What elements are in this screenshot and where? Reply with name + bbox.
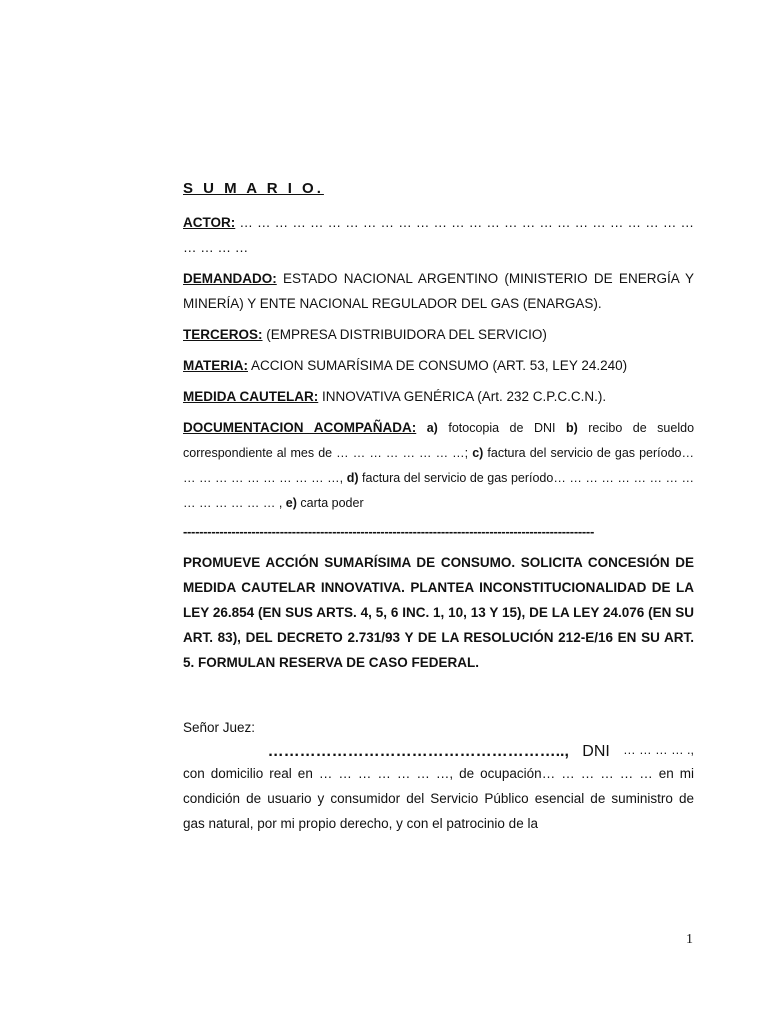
- medida-line: [183, 384, 694, 409]
- body-paragraph: con domicilio real en … … … … … … …, de ocupación… … … … … … en mi condición de usuario y consumidor del Servicio Público esencial de suministro de gas natural, por mi propio derecho, y con el patrocinio de la: [183, 766, 694, 831]
- demandado-line: [183, 266, 694, 316]
- terceros-label: TERCEROS:: [183, 327, 263, 342]
- doc-item-e-key: e): [285, 496, 297, 510]
- actor-line: [183, 210, 694, 260]
- separator-line: ------------------------------------------------------------------------------------------------------: [183, 524, 594, 539]
- document-page: [183, 178, 694, 836]
- doc-item-e-text: carta poder: [296, 496, 364, 510]
- doc-item-d-text: factura del servicio de gas período… … … … … … … … … … … … … … … ,: [183, 471, 695, 510]
- doc-item-a-text: fotocopia de DNI: [437, 421, 566, 435]
- doc-item-b-key: b): [565, 421, 578, 435]
- terceros-value: (EMPRESA DISTRIBUIDORA DEL SERVICIO): [262, 327, 547, 342]
- page-number: 1: [686, 932, 693, 947]
- greeting: Señor Juez:: [183, 720, 256, 735]
- doc-item-c-text: factura del servicio de gas período… … … … … … … … … … …,: [183, 446, 694, 485]
- medida-value: INNOVATIVA GENÉRICA (Art. 232 C.P.C.C.N.).: [318, 389, 607, 404]
- doc-item-d-key: d): [346, 471, 359, 485]
- actor-label: ACTOR:: [183, 215, 236, 230]
- dni-placeholder: … … … … .,: [623, 743, 694, 757]
- documentacion-label: DOCUMENTACION ACOMPAÑADA:: [183, 420, 417, 435]
- terceros-line: [183, 322, 694, 347]
- materia-line: [183, 353, 694, 378]
- actor-value: … … … … … … … … … … … … … … … … … … … … … … … … … … … … … …: [183, 215, 694, 255]
- materia-label: MATERIA:: [183, 358, 248, 373]
- name-placeholder: ………………………………………………..,: [267, 743, 569, 760]
- demandado-value: ESTADO NACIONAL ARGENTINO (MINISTERIO DE ENERGÍA Y MINERÍA) Y ENTE NACIONAL REGULADOR DEL GAS (ENARGAS).: [183, 271, 694, 311]
- doc-item-a-key: a): [416, 421, 438, 435]
- petition-heading: PROMUEVE ACCIÓN SUMARÍSIMA DE CONSUMO. SOLICITA CONCESIÓN DE MEDIDA CAUTELAR INNOVATIVA. PLANTEA INCONSTITUCIONALIDAD DE LA LEY 26.854 (EN SUS ARTS. 4, 5, 6 INC. 1, 10, 13 Y 15), DE LA LEY 24.076 (EN SU ART. 83), DEL DECRETO 2.731/93 Y DE LA RESOLUCIÓN 212-E/16 EN SU ART. 5. FORMULAN RESERVA DE CASO FEDERAL.: [183, 555, 694, 670]
- doc-item-c-key: c): [472, 446, 484, 460]
- party-line: [183, 743, 694, 761]
- document-title: S U M A R I O.: [183, 180, 324, 197]
- dni-label: DNI: [568, 743, 624, 760]
- demandado-label: DEMANDADO:: [183, 271, 277, 286]
- medida-label: MEDIDA CAUTELAR:: [183, 389, 319, 404]
- materia-value: ACCION SUMARÍSIMA DE CONSUMO (ART. 53, LEY 24.240): [248, 358, 628, 373]
- documentacion-paragraph: [183, 415, 694, 516]
- doc-item-b-text: recibo de sueldo correspondiente al mes de … … … … … … … …;: [183, 421, 695, 460]
